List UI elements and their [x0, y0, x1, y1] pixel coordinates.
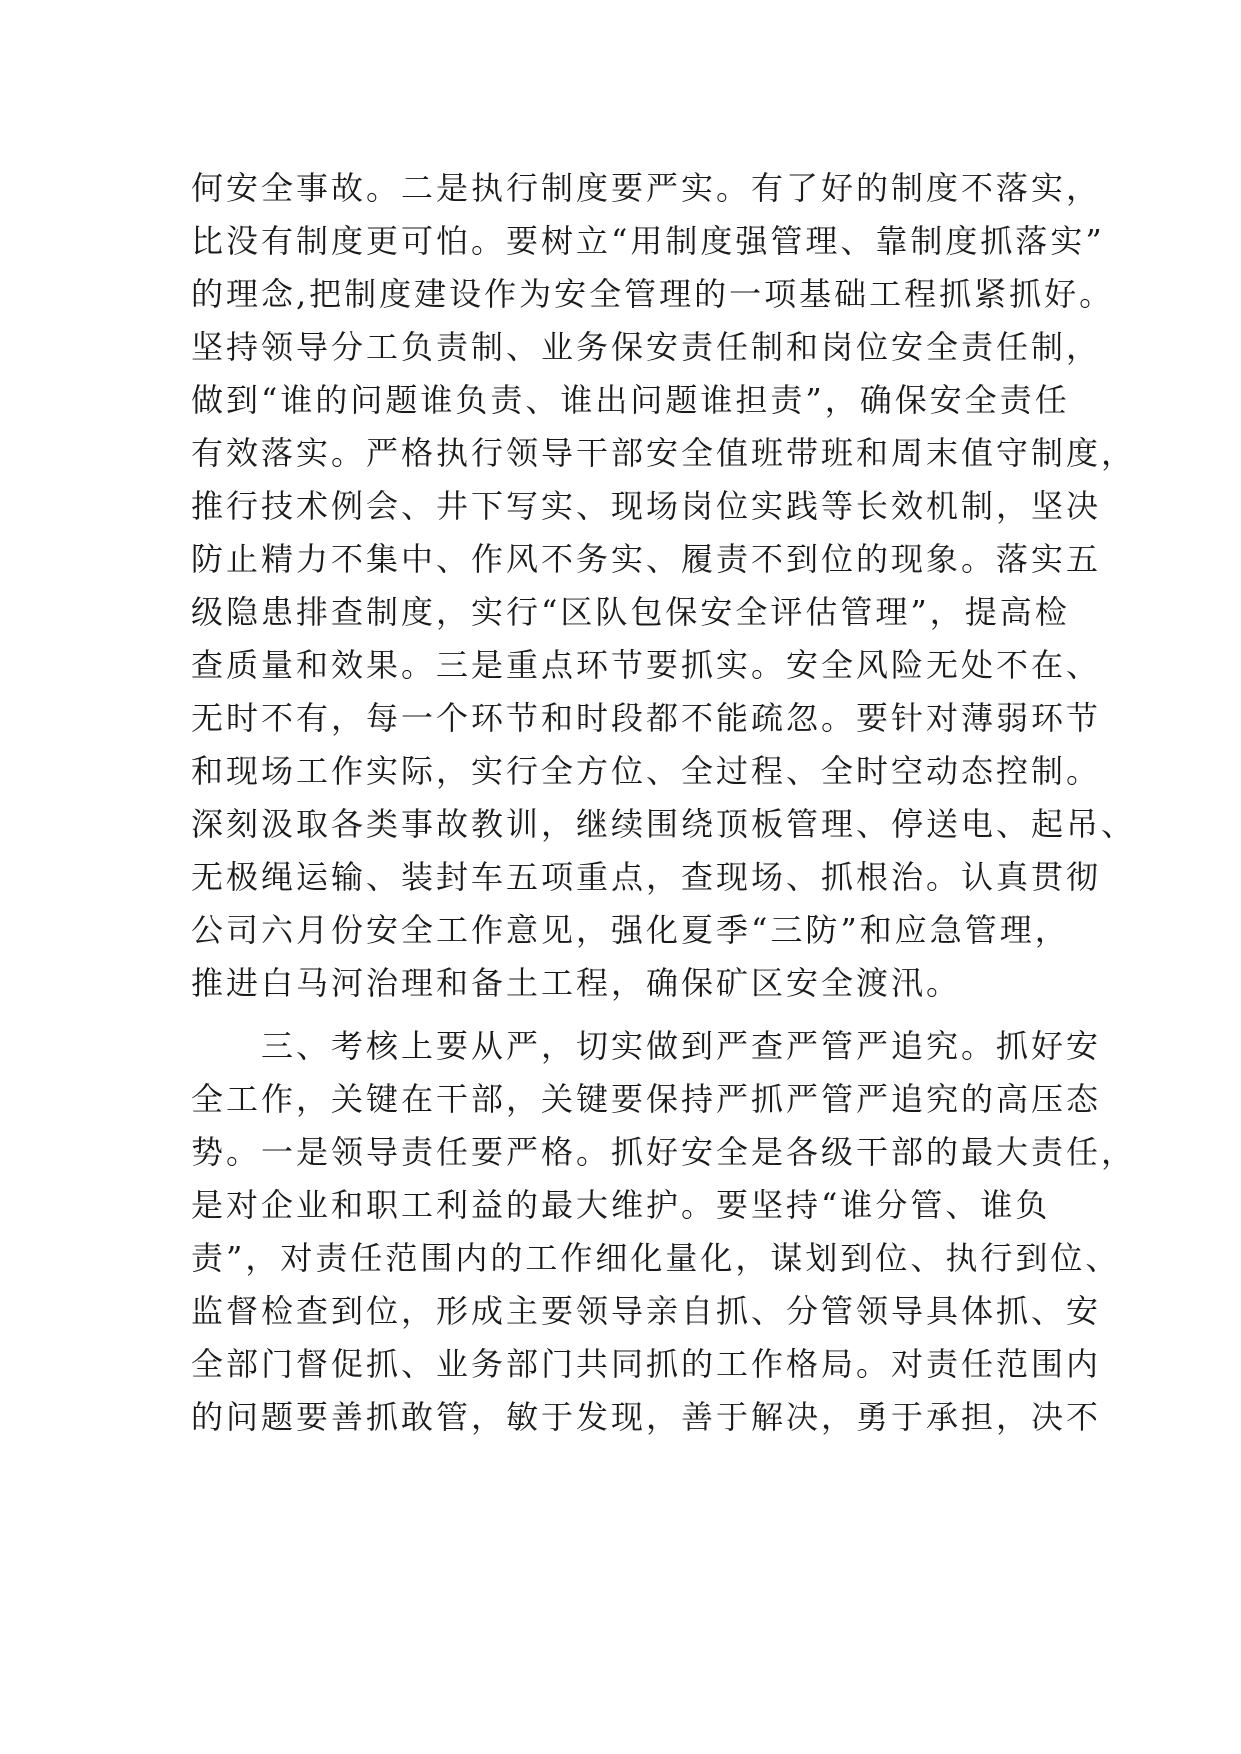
- text-line: 查质量和效果。三是重点环节要抓实。安全风险无处不在、: [191, 646, 1102, 684]
- text-line: 全部门督促抓、业务部门共同抓的工作格局。对责任范围内: [191, 1345, 1102, 1383]
- text-line: 无时不有，每一个环节和时段都不能疏忽。要针对薄弱环节: [191, 699, 1102, 737]
- text-line: 坚持领导分工负责制、业务保安责任制和岗位安全责任制，: [191, 328, 1102, 366]
- text-line: 监督检查到位，形成主要领导亲自抓、分管领导具体抓、安: [191, 1292, 1102, 1330]
- text-line: 有效落实。严格执行领导干部安全值班带班和周末值守制度，: [191, 434, 1137, 472]
- text-line: 全工作，关键在干部，关键要保持严抓严管严追究的高压态: [191, 1080, 1102, 1118]
- text-line: 做到“谁的问题谁负责、谁出问题谁担责”，确保安全责任: [191, 381, 1070, 419]
- body-text: [191, 162, 1137, 1444]
- text-line: 是对企业和职工利益的最大维护。要坚持“谁分管、谁负: [191, 1186, 1051, 1224]
- text-line: 何安全事故。二是执行制度要严实。有了好的制度不落实，: [191, 169, 1102, 207]
- text-line: 的理念,把制度建设作为安全管理的一项基础工程抓紧抓好。: [191, 275, 1115, 313]
- text-line: 公司六月份安全工作意见，强化夏季“三防”和应急管理，: [191, 911, 1070, 949]
- text-line: 推进白马河治理和备土工程，确保矿区安全渡汛。: [191, 964, 962, 1002]
- paragraph-gap: [191, 1010, 1071, 1020]
- text-line: 和现场工作实际，实行全方位、全过程、全时空动态控制。: [191, 752, 1102, 790]
- text-line: 无极绳运输、装封车五项重点，查现场、抓根治。认真贯彻: [191, 858, 1102, 896]
- text-line: 深刻汲取各类事故教训，继续围绕顶板管理、停送电、起吊、: [191, 805, 1137, 843]
- text-line: 比没有制度更可怕。要树立“用制度强管理、靠制度抓落实”: [191, 222, 1105, 260]
- text-line: 防止精力不集中、作风不务实、履责不到位的现象。落实五: [191, 540, 1102, 578]
- text-line: 级隐患排查制度，实行“区队包保安全评估管理”，提高检: [191, 593, 1070, 631]
- text-line: 势。一是领导责任要严格。抓好安全是各级干部的最大责任，: [191, 1133, 1137, 1171]
- text-line: 三、考核上要从严，切实做到严查严管严追究。抓好安: [191, 1027, 1102, 1065]
- text-line: 责”，对责任范围内的工作细化量化，谋划到位、执行到位、: [191, 1239, 1121, 1277]
- text-line: 的问题要善抓敢管，敏于发现，善于解决，勇于承担，决不: [191, 1398, 1102, 1436]
- text-line: 推行技术例会、井下写实、现场岗位实践等长效机制，坚决: [191, 487, 1102, 525]
